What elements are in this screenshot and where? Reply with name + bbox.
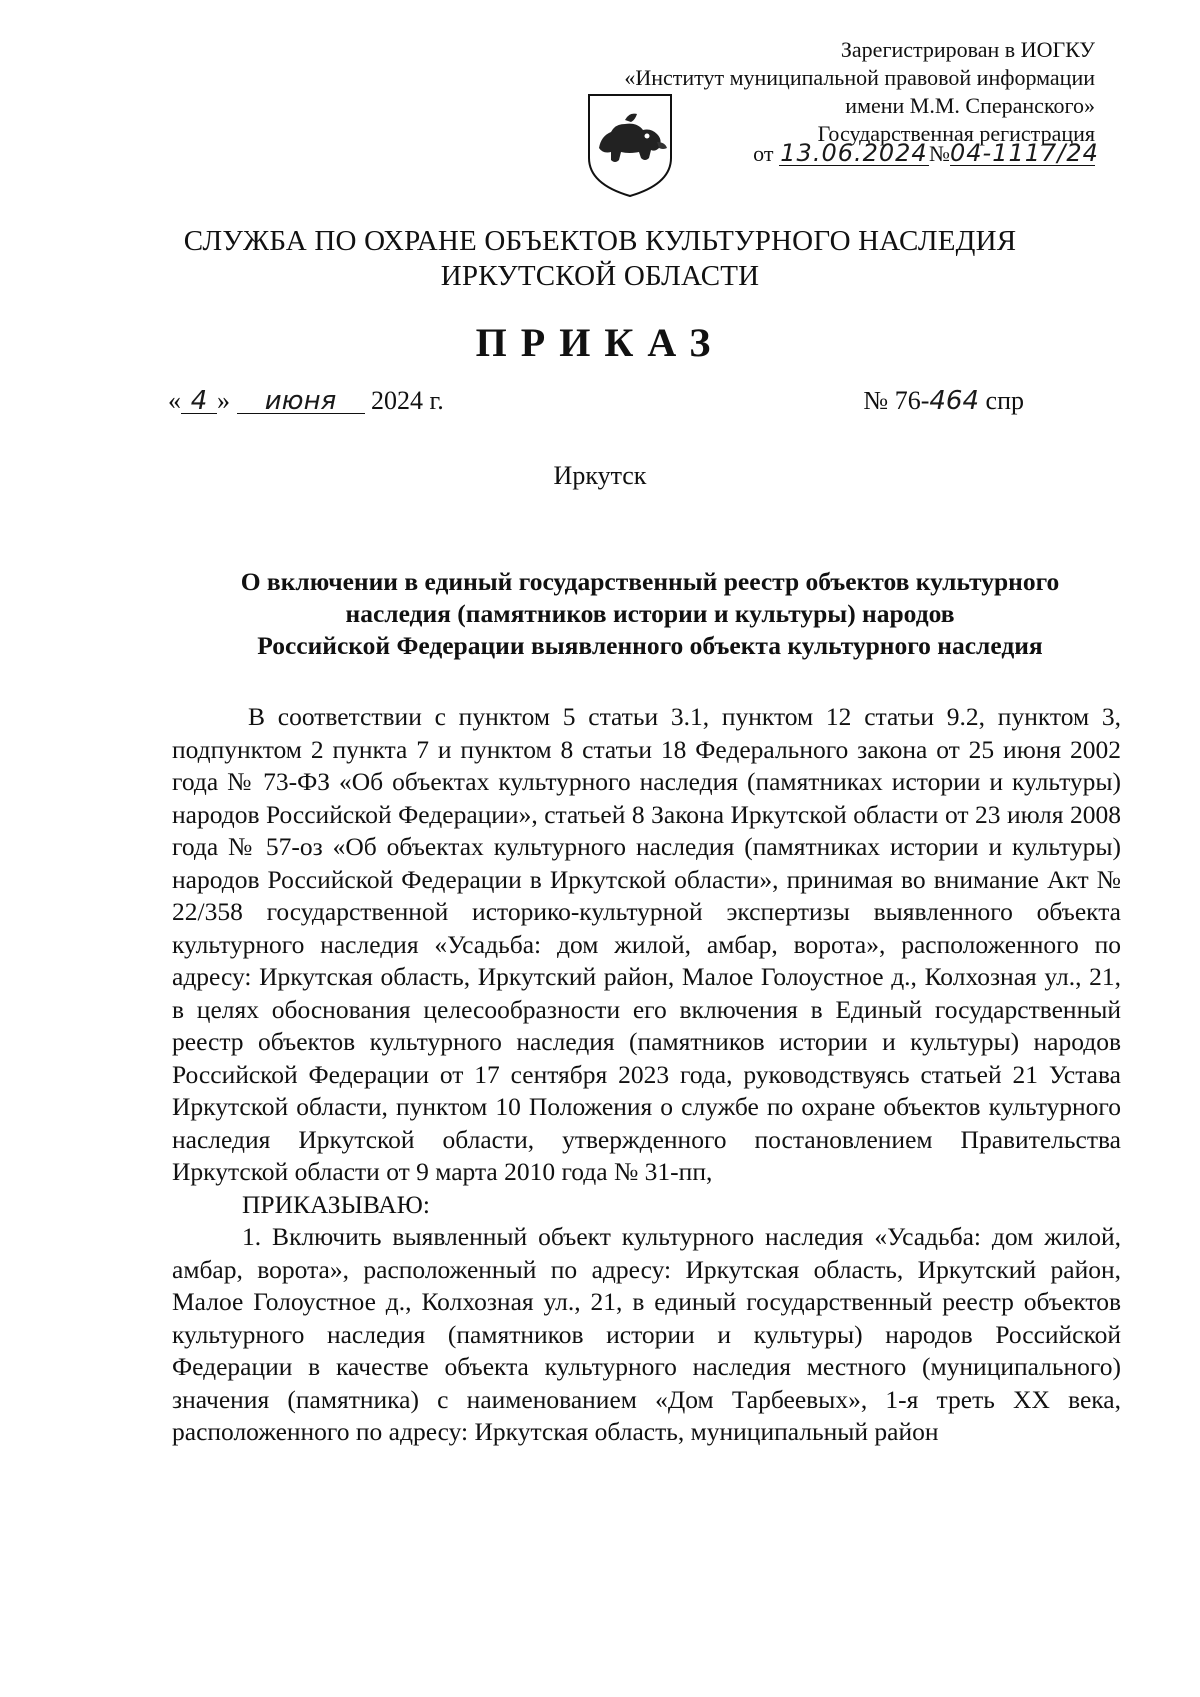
agency-line-1: СЛУЖБА ПО ОХРАНЕ ОБЪЕКТОВ КУЛЬТУРНОГО НАСЛЕДИЯ (183, 225, 1017, 257)
order-number-suffix: спр (985, 386, 1024, 415)
order-number (863, 386, 1024, 416)
registration-line-4: Государственная регистрация (817, 121, 1095, 146)
registration-line-3: имени М.М. Сперанского» (845, 93, 1095, 118)
order-title-line-1: О включении в единый государственный реестр объектов культурного (240, 567, 1060, 596)
registration-line-2: «Институт муниципальной правовой информации (624, 65, 1095, 90)
order-item-1: 1. Включить выявленный объект культурного наследия «Усадьба: дом жилой, амбар, ворота», расположенный по адресу: Иркутская область, Иркутский район, Малое Голоустное д., Колхозная ул., 21, в единый государственный реестр объектов культурного наследия (памятников истории и культуры) народов Российской Федерации в качестве объекта культурного наследия местного (муниципального) значения (памятника) с наименованием «Дом Тарбеевых», 1-я треть XX века, расположенного по адресу: Иркутская область, муниципальный район (172, 1222, 1121, 1446)
date-year: 2024 г. (371, 386, 444, 415)
order-title-line-3: Российской Федерации выявленного объекта культурного наследия (257, 631, 1043, 660)
registration-from-label: от (753, 141, 774, 166)
registration-date-handwritten: 13.06.2024 (780, 139, 928, 167)
order-number-prefix: № 76- (863, 386, 930, 415)
agency-line-2: ИРКУТСКОЙ ОБЛАСТИ (440, 260, 760, 292)
date-month-handwritten: июня (237, 389, 365, 414)
order-number-handwritten: 464 (929, 386, 980, 416)
order-date (168, 386, 444, 416)
date-open-quote: « (168, 386, 181, 415)
document-type-title: ПРИКАЗ (475, 320, 725, 365)
preamble-paragraph: В соответствии с пунктом 5 статьи 3.1, пунктом 12 статьи 9.2, пунктом 3, подпунктом 2 пункта 7 и пунктом 8 статьи 18 Федерального закона от 25 июня 2002 года № 73-ФЗ «Об объектах культурного наследия (памятниках истории и культуры) народов Российской Федерации», статьей 8 Закона Иркутской области от 23 июля 2008 года № 57-оз «Об объектах культурного наследия (памятниках истории и культуры) народов Российской Федерации в Иркутской области», принимая во внимание Акт № 22/358 государственной историко-культурной экспертизы выявленного объекта культурного наследия «Усадьба: дом жилой, амбар, ворота», расположенного по адресу: Иркутская область, Иркутский район, Малое Голоустное д., Колхозная ул., 21, в целях обоснования целесообразности его включения в Единый государственный реестр объектов культурного наследия (памятников истории и культуры) народов Российской Федерации от 17 сентября 2023 года, руководствуясь статьей 21 Устава Иркутской области, пунктом 10 Положения о службе по охране объектов культурного наследия Иркутской области, утвержденного постановлением Правительства Иркутской области от 9 марта 2010 года № 31-пп, (172, 702, 1121, 1186)
order-word: ПРИКАЗЫВАЮ: (242, 1189, 430, 1219)
agency-name (0, 224, 1200, 294)
city-name: Иркутск (553, 461, 647, 490)
registration-number-label: № (929, 141, 950, 166)
registration-number-handwritten: 04-1117/24 (950, 139, 1099, 167)
registration-date-number (753, 139, 1099, 168)
order-body (172, 701, 1121, 1449)
registration-stamp (624, 36, 1095, 148)
order-title-line-2: наследия (памятников истории и культуры) народов (345, 599, 955, 628)
order-title (170, 566, 1130, 662)
registration-line-1: Зарегистрирован в ИОГКУ (840, 37, 1095, 62)
date-close-quote: » (217, 386, 230, 415)
date-day-handwritten: 4 (181, 389, 217, 414)
